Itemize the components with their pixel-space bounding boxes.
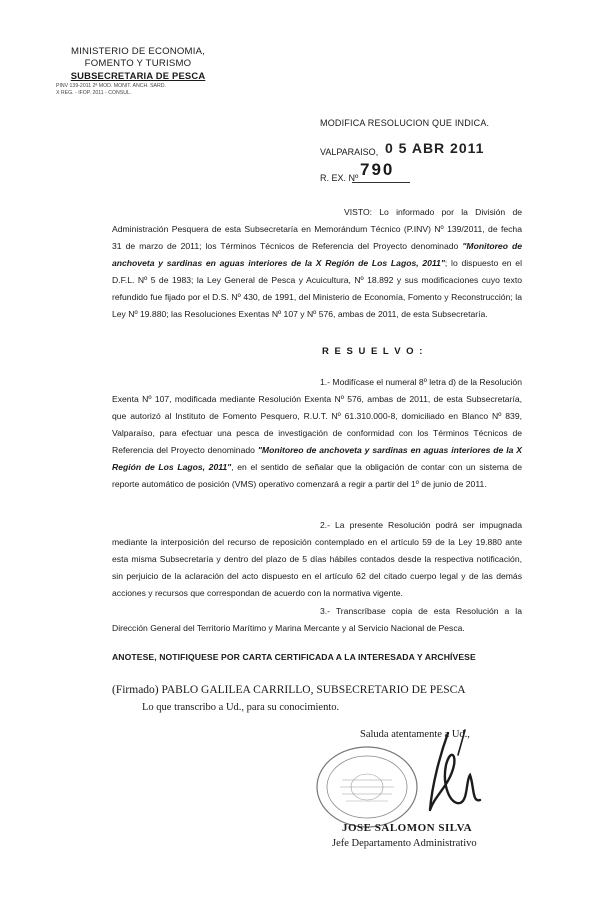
- item-1-text-2: , en el sentido de señalar que la obligación de contar con un sistema de reporte automático de posición (VMS) operativo comenzará a regir a partir del 1º de junio de 2011.: [112, 462, 522, 489]
- resuelvo-title: R E S U E L V O :: [322, 346, 424, 357]
- resolution-subject: MODIFICA RESOLUCION QUE INDICA.: [320, 118, 490, 128]
- visto-text-2: ; lo dispuesto en el D.F.L. Nº 5 de 1983; la Ley General de Pesca y Acuicultura, Nº 18.892 y sus modificaciones cuyo texto refundido fue fijado por el D.S. Nº 430, de 1991, del Ministerio de Economía, Fomento y Reconstrucción; la Ley Nº 19.880; las Resoluciones Exentas Nº 107 y Nº 576, ambas de 2011, de esta Subsecretaría.: [112, 258, 522, 319]
- signed-line: (Firmado) PABLO GALILEA CARRILLO, SUBSECRETARIO DE PESCA: [112, 684, 466, 696]
- subsecretaria-name: SUBSECRETARIA DE PESCA: [70, 70, 206, 81]
- ministry-line-1: MINISTERIO DE ECONOMIA,: [70, 46, 206, 57]
- transcribe-line: Lo que transcribo a Ud., para su conocimiento.: [142, 702, 340, 713]
- resolution-item-3: 3.- Transcríbase copia de esta Resolución a la Dirección General del Territorio Marítimo y Marina Mercante y al Servicio Nacional de Pesca.: [112, 606, 522, 633]
- handwritten-signature: [410, 725, 500, 825]
- exempt-underline: [352, 182, 410, 183]
- official-seal-stamp: [312, 742, 422, 832]
- signer-title: Jefe Departamento Administrativo: [332, 838, 477, 849]
- saluda-line: Saluda atentamente a Ud.,: [360, 729, 470, 740]
- visto-paragraph: [112, 204, 522, 323]
- visto-text-1: Lo informado por la División de Administración Pesquera de esta Subsecretaría en Memorándum Técnico (P.INV) Nº 139/2011, de fecha 31 de marzo de 2011; los Términos Técnicos de Referencia del Proyecto denominado: [112, 207, 523, 251]
- item-1-text-1: 1.- Modifícase el numeral 8º letra d) de la Resolución Exenta Nº 107, modificada mediante Resolución Exenta Nº 576, ambas de 2011, de esta Subsecretaría, que autorizó al Instituto de Fomento Pesquero, R.U.T. Nº 61.310.000-8, domiciliado en Blanco Nº 839, Valparaíso, para efectuar una pesca de investigación de conformidad con los Términos Técnicos de Referencia del Proyecto denominado: [112, 377, 522, 455]
- reference-line-2: X REG. - IFOP. 2011 - CONSUL.: [56, 90, 132, 96]
- date-stamp: 0 5 ABR 2011: [385, 140, 485, 156]
- resolution-item-2: 2.- La presente Resolución podrá ser impugnada mediante la interposición del recurso de reposición contemplado en el artículo 59 de la Ley 19.880 ante esta misma Subsecretaría y dentro del plazo de 5 días hábiles contados desde la respectiva notificación, sin perjuicio de la aclaración del acto dispuesto en el artículo 62 del citado cuerpo legal y de las demás acciones y recursos que correspondan de acuerdo con la normativa vigente.: [112, 520, 522, 598]
- ministry-line-2: FOMENTO Y TURISMO: [84, 58, 192, 69]
- reference-line-1: PINV 139-2011 2ª MOD. MONIT. ANCH. SARD.: [56, 83, 166, 89]
- anotese-line: ANOTESE, NOTIFIQUESE POR CARTA CERTIFICADA A LA INTERESADA Y ARCHÍVESE: [112, 652, 476, 662]
- resolution-item-1: [112, 374, 522, 493]
- exempt-label: R. EX. Nº: [320, 173, 359, 183]
- letterhead: [38, 46, 238, 116]
- exempt-number: 790: [360, 160, 395, 179]
- visto-label: VISTO:: [344, 207, 373, 217]
- item-1-project-title: "Monitoreo de anchoveta y sardinas en aguas interiores de la X Región de Los Lagos, 2011": [112, 445, 523, 472]
- signer-name: JOSE SALOMON SILVA: [342, 822, 473, 834]
- place-label: VALPARAISO,: [320, 147, 379, 157]
- visto-project-title: "Monitoreo de anchoveta y sardinas en aguas interiores de la X Región de Los Lagos, 2011": [112, 241, 522, 268]
